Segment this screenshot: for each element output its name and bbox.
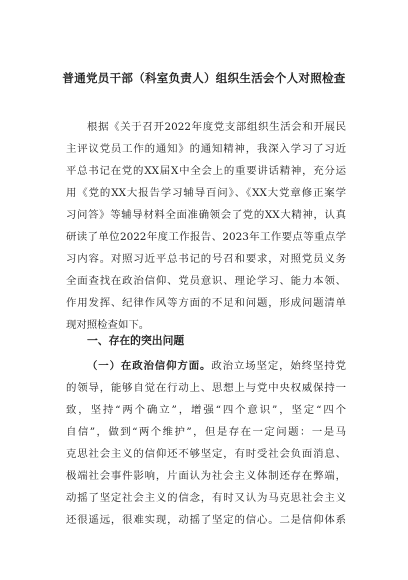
intro-paragraph: [66, 116, 346, 336]
document-title: 普通党员干部（科室负责人）组织生活会个人对照检查: [62, 71, 346, 85]
text-line: 自信”，做到“两个维护”，但是存在一定问题：一是马: [66, 426, 346, 438]
subsection-heading: （一）在政治信仰方面。: [87, 360, 212, 372]
text-line: 全面查找在政治信仰、党员意识、理论学习、能力本领、: [66, 275, 346, 287]
text-line: 致，坚持“两个确立”，增强“四个意识”，坚定“四个: [66, 404, 346, 416]
text-line: 还很遥远，很难实现，动摇了坚定的信心。二是信仰体系: [66, 514, 346, 526]
section-heading: 一、存在的突出问题: [87, 334, 185, 347]
text-line: 克思社会主义的信仰还不够坚定，有时受社会负面消息、: [66, 448, 346, 460]
subsection-paragraph: [66, 355, 346, 531]
text-line: 根据《关于召开2022年度党支部组织生活会和开展民: [87, 121, 346, 133]
text-line: 动摇了坚定社会主义的信念，有时又认为马克思社会主义: [66, 492, 346, 504]
text-line: 平总书记在党的XX届X中全会上的重要讲话精神，充分运: [66, 165, 346, 177]
text-line: 作用发挥、纪律作风等方面的不足和问题，形成问题清单: [66, 297, 346, 309]
text-line: 习内容。对照习近平总书记的号召和要求，对照党员义务: [66, 253, 346, 265]
text-line: 研读了单位2022年度工作报告、2023年工作要点等重点学: [66, 231, 346, 243]
subsection-text: 政治立场坚定，始终坚持党: [211, 360, 347, 372]
text-line: [66, 355, 346, 377]
text-line: 现对照检查如下。: [66, 319, 150, 331]
text-line: 主评议党员工作的通知》的通知精神，我深入学习了习近: [66, 143, 346, 155]
text-line: 习问答》等辅导材料全面准确领会了党的XX大精神，认真: [66, 209, 346, 221]
text-line: 的领导，能够自觉在行动上、思想上与党中央权威保持一: [66, 382, 346, 394]
text-line: 极端社会事件影响，片面认为社会主义体制还存在弊端，: [66, 470, 346, 482]
text-line: 用《党的XX大报告学习辅导百问》、《XX大党章修正案学: [66, 187, 346, 199]
